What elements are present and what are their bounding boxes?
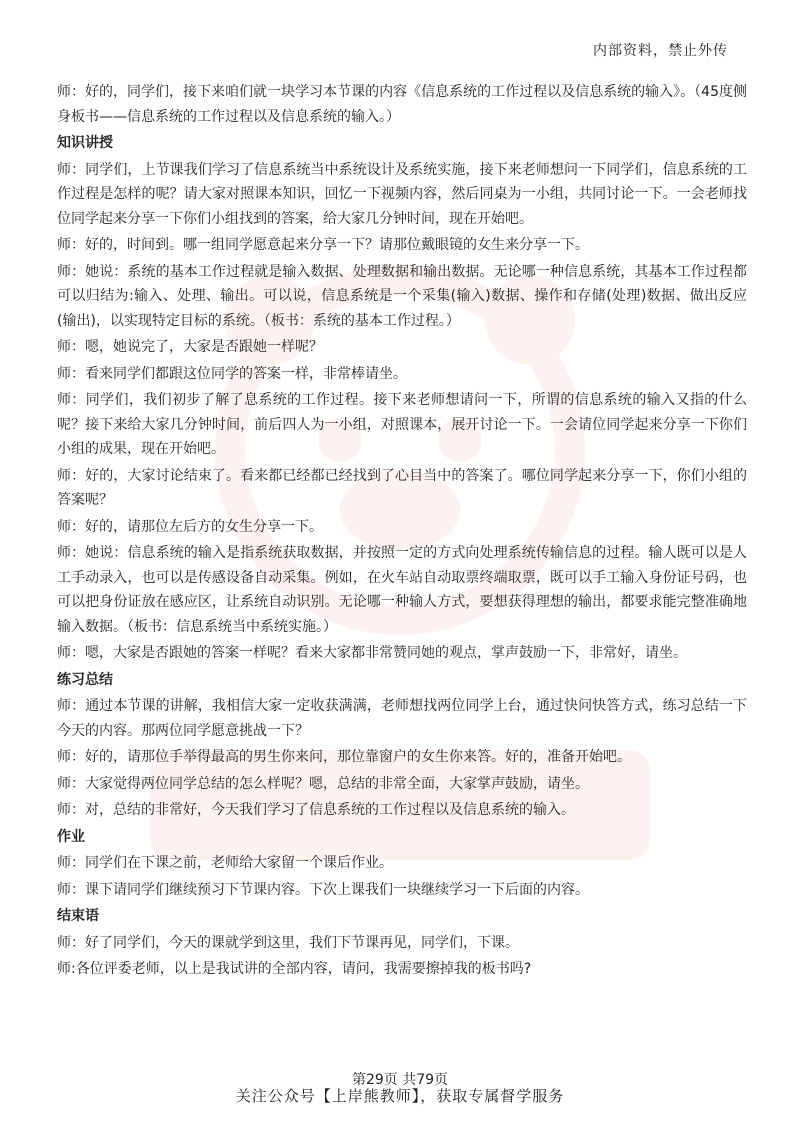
dialogue-paragraph: 师：嗯，大家是否跟她的答案一样呢？看来大家都非常赞同她的观点，掌声鼓励一下，非常好，请坐。 (57, 645, 687, 661)
section-heading: 知识讲授 (57, 135, 113, 151)
dialogue-paragraph: 师：好的，请那位手举得最高的男生你来问，那位靠窗户的女生你来答。好的，准备开始吧。 (57, 749, 631, 765)
dialogue-paragraph: 师：好的，同学们，接下来咱们就一块学习本节课的内容《信息系统的工作过程以及信息系统的输入》。（45度侧身板书——信息系统的工作过程以及信息系统的输入。） (57, 84, 747, 125)
section-heading: 作业 (57, 828, 85, 845)
dialogue-paragraph: 师：嗯，她说完了，大家是否跟她一样呢？ (57, 339, 323, 355)
section-heading: 结束语 (57, 908, 99, 924)
promo-footer: 关注公众号【上岸熊教师】，获取专属督学服务 (235, 1087, 565, 1105)
dialogue-paragraph: 师：同学们，我们初步了解了息系统的工作过程。接下来老师想请问一下，所谓的信息系统的输入又指的什么呢？接下来给大家几分钟时间，前后四人为一小组，对照课本，展开讨论一下。一会请位同学起来分享一下你们小组的成果，现在开始吧。 (57, 392, 747, 457)
dialogue-paragraph: 师:各位评委老师，以上是我试讲的全部内容，请问，我需要擦掉我的板书吗? (57, 961, 532, 977)
confidential-note: 内部资料，禁止外传 (593, 43, 728, 59)
dialogue-paragraph: 师：好的，时间到。哪一组同学愿意起来分享一下？请那位戴眼镜的女生来分享一下。 (57, 237, 589, 253)
dialogue-paragraph: 师：同学们，上节课我们学习了信息系统当中系统设计及系统实施，接下来老师想问一下同学们，信息系统的工作过程是怎样的呢？请大家对照课本知识，回忆一下视频内容，然后同桌为一小组，共同讨论一下。一会老师找位同学起来分享一下你们小组找到的答案，给大家几分钟时间，现在开始吧。 (57, 161, 747, 227)
dialogue-paragraph: 师：对，总结的非常好，今天我们学习了信息系统的工作过程以及信息系统的输入。 (57, 802, 575, 818)
document-body (57, 80, 747, 984)
dialogue-paragraph: 师：同学们在下课之前，老师给大家留一个课后作业。 (57, 855, 393, 871)
dialogue-paragraph: 师：她说：系统的基本工作过程就是输入数据、处理数据和输出数据。无论哪一种信息系统，其基本工作过程都可以归结为:输入、处理、输出。可以说，信息系统是一个采集(输入)数据、操作和存储(处理)数据、做出反应(输出)，以实现特定目标的系统。（板书：系统的基本工作过程。） (57, 263, 747, 329)
dialogue-paragraph: 师：好的，大家讨论结束了。看来都已经都已经找到了心目当中的答案了。哪位同学起来分享一下，你们小组的答案呢？ (57, 467, 747, 508)
dialogue-paragraph: 师：大家觉得两位同学总结的怎么样呢？嗯，总结的非常全面，大家掌声鼓励，请坐。 (57, 775, 589, 792)
page-number: 第29页 共79页 (351, 1072, 449, 1088)
dialogue-paragraph: 师：好的，请那位左后方的女生分享一下。 (57, 518, 323, 535)
dialogue-paragraph: 师：看来同学们都跟这位同学的答案一样，非常棒请坐。 (57, 365, 407, 382)
dialogue-paragraph: 师：通过本节课的讲解，我相信大家一定收获满满，老师想找两位同学上台，通过快问快答方式，练习总结一下今天的内容。那两位同学愿意挑战一下？ (57, 698, 747, 739)
dialogue-paragraph: 师：好了同学们，今天的课就学到这里，我们下节课再见，同学们，下课。 (57, 934, 519, 951)
dialogue-paragraph: 师：课下请同学们继续预习下节课内容。下次上课我们一块继续学习一下后面的内容。 (57, 881, 589, 898)
dialogue-paragraph: 师：她说：信息系统的输入是指系统获取数据，并按照一定的方式向处理系统传输信息的过程。输人既可以是人工手动录入，也可以是传感设备自动采集。例如，在火车站自动取票终端取票，既可以手工输入身份证号码，也可以把身份证放在感应区，让系统自动识别。无论哪一种输人方式，要想获得理想的输出，都要求能完整准确地输入数据。（板书：信息系统当中系统实施。） (57, 545, 747, 635)
section-heading: 练习总结 (57, 671, 113, 688)
